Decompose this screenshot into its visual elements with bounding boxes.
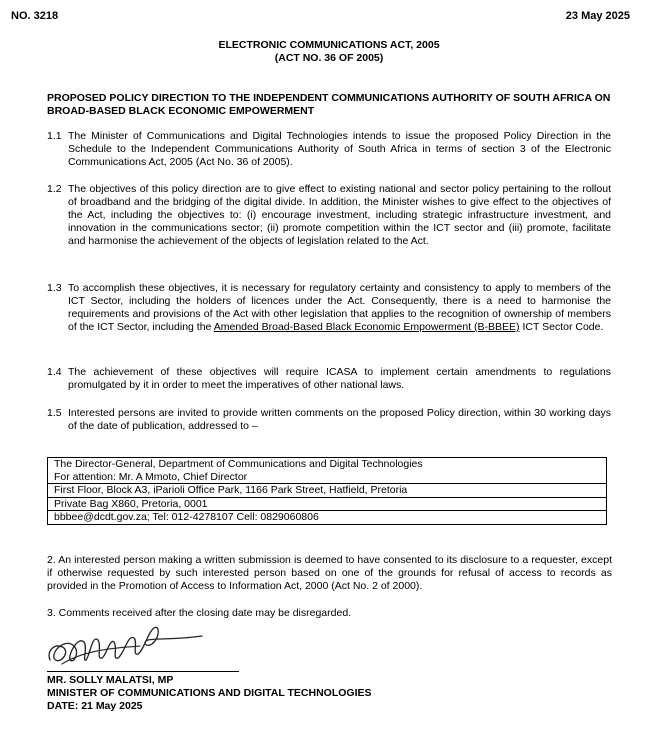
- paragraph-number: 1.3: [47, 282, 62, 294]
- contact-attention: For attention: Mr. A Mmoto, Chief Director: [54, 470, 248, 483]
- paragraph-1-1: [47, 130, 611, 169]
- paragraph-text: The Minister of Communications and Digital Technologies intends to issue the proposed Policy Direction in the Schedule to the Independent Communications Authority of South Africa in terms of section 3 of the Electronic Communications Act, 2005 (Act No. 36 of 2005).: [68, 130, 611, 168]
- contact-address-table: [47, 457, 607, 525]
- paragraph-3: 3. Comments received after the closing date may be disregarded.: [47, 607, 352, 619]
- paragraph-text: The achievement of these objectives will require ICASA to implement certain amendments to regulations promulgated by it in order to meet the imperatives of other national laws.: [68, 366, 611, 391]
- document-title: PROPOSED POLICY DIRECTION TO THE INDEPENDENT COMMUNICATIONS AUTHORITY OF SOUTH AFRICA ON BROAD-BASED BLACK ECONOMIC EMPOWERMENT: [47, 92, 611, 117]
- act-number: (ACT NO. 36 OF 2005): [274, 52, 384, 64]
- paragraph-number: 1.1: [47, 130, 62, 142]
- paragraph-text: The objectives of this policy direction are to give effect to existing national and sector policy pertaining to the rollout of broadband and the bridging of the digital divide. In addition, the Minister wishes to give effect to the objectives of the Act, including the objectives to: (i) encourage investment, including strategic infrastructure investment, and innovation in the communications sector; (ii) promote competition within the ICT sector and (iii) promote, facilitate and harmonise the achievement of the objects of legislation related to the Act.: [68, 183, 611, 247]
- paragraph-1-2: [47, 183, 611, 248]
- b-bbee-code-link: Amended Broad-Based Black Economic Empowerment (B-BBEE): [213, 321, 520, 333]
- contact-street-address: First Floor, Block A3, iParioli Office Park, 1166 Park Street, Hatfield, Pretoria: [48, 484, 607, 498]
- signatory-title: MINISTER OF COMMUNICATIONS AND DIGITAL TECHNOLOGIES: [47, 687, 372, 699]
- signature-date: DATE: 21 May 2025: [47, 700, 143, 712]
- notice-date: 23 May 2025: [565, 10, 630, 22]
- paragraph-text: [68, 282, 611, 334]
- act-title: ELECTRONIC COMMUNICATIONS ACT, 2005: [218, 39, 440, 51]
- signature-line: [47, 671, 239, 672]
- act-heading: [0, 39, 658, 65]
- contact-postal-address: Private Bag X860, Pretoria, 0001: [48, 497, 607, 511]
- paragraph-text: Interested persons are invited to provide written comments on the proposed Policy direction, within 30 working days of the date of publication, addressed to –: [68, 407, 611, 432]
- paragraph-text-part: ICT Sector Code.: [519, 321, 604, 333]
- paragraph-1-5: [47, 407, 611, 433]
- paragraph-number: 1.5: [47, 407, 62, 419]
- contact-email-phone: bbbee@dcdt.gov.za; Tel: 012-4278107 Cell: 0829060806: [48, 511, 607, 525]
- paragraph-1-4: [47, 366, 611, 392]
- paragraph-number: 1.4: [47, 366, 62, 378]
- signatory-block: [47, 674, 372, 713]
- paragraph-1-3: [47, 282, 611, 334]
- paragraph-number: 1.2: [47, 183, 62, 195]
- contact-addressee: The Director-General, Department of Communications and Digital Technologies: [54, 458, 423, 470]
- signatory-name: MR. SOLLY MALATSI, MP: [47, 674, 174, 686]
- paragraph-2: 2. An interested person making a written submission is deemed to have consented to its disclosure to a requester, except if otherwise requested by such interested person based on one of the grounds for refusal of access to records as provided in the Promotion of Access to Information Act, 2000 (Act No. 2 of 2000).: [47, 554, 612, 592]
- signature-image: [44, 620, 244, 672]
- paragraph-text-part: To accomplish these objectives, it is necessary for regulatory certainty and consistency to apply to members of the ICT Sector, including the holders of licences under the Act. Consequently, there is a need to harmonise the requirements and provisions of the Act with other legislation that applies to the recognition of ownership of members of the ICT Sector, including the: [68, 282, 611, 333]
- notice-number: NO. 3218: [11, 10, 59, 22]
